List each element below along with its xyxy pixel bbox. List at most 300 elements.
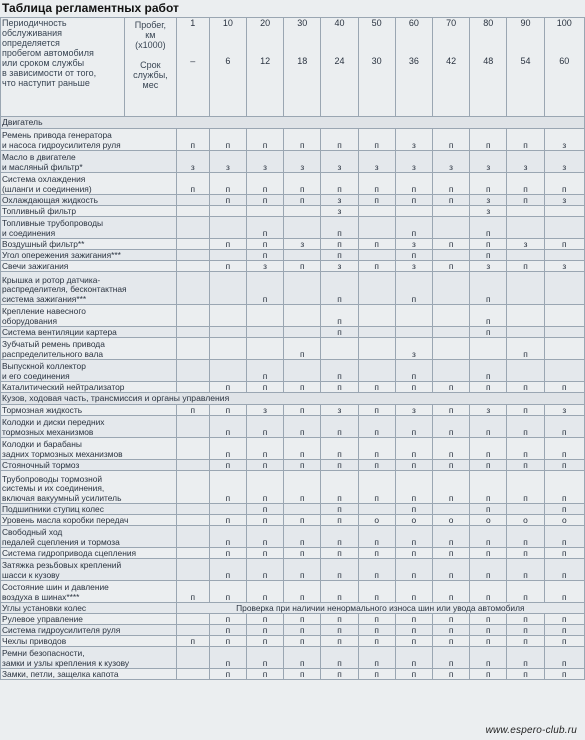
months-value: 12: [260, 56, 271, 66]
operation-cell: [432, 217, 469, 239]
interval-column-header: [507, 18, 544, 117]
operation-cell: о: [544, 515, 584, 526]
operation-cell: [176, 338, 209, 360]
task-label: [1, 669, 177, 680]
task-row: [1, 195, 585, 206]
text-line: Пробег,: [134, 20, 166, 30]
operation-cell: п: [432, 614, 469, 625]
operation-cell: з: [470, 195, 507, 206]
operation-cell: п: [358, 416, 395, 438]
operation-cell: п: [507, 636, 544, 647]
task-row: [1, 239, 585, 250]
operation-cell: з: [321, 151, 358, 173]
operation-cell: п: [321, 217, 358, 239]
operation-cell: п: [358, 405, 395, 416]
task-label: [1, 603, 177, 614]
operation-cell: п: [507, 460, 544, 471]
text-line: замки и узлы крепления к кузову: [2, 657, 130, 668]
operation-cell: п: [246, 272, 283, 305]
interval-column-header: [544, 18, 584, 117]
mileage-value: 30: [297, 18, 308, 28]
operation-cell: [246, 206, 283, 217]
operation-cell: [432, 206, 469, 217]
task-row: [1, 614, 585, 625]
site-watermark: www.espero-club.ru: [485, 725, 577, 736]
operation-cell: [176, 195, 209, 206]
operation-cell: п: [544, 173, 584, 195]
text-line: шасси к кузову: [2, 569, 60, 580]
operation-cell: п: [432, 669, 469, 680]
interval-column-header: [470, 18, 507, 117]
operation-cell: з: [470, 405, 507, 416]
operation-cell: п: [321, 416, 358, 438]
text-line: или сроком службы: [2, 58, 85, 69]
task-row: [1, 559, 585, 581]
operation-cell: [358, 338, 395, 360]
text-line: Воздушный фильтр**: [2, 238, 85, 249]
operation-cell: п: [470, 625, 507, 636]
operation-cell: п: [284, 338, 321, 360]
text-line: Периодичность: [2, 18, 67, 28]
operation-cell: п: [284, 614, 321, 625]
operation-cell: п: [470, 217, 507, 239]
operation-cell: п: [470, 382, 507, 393]
text-line: (шланги и соединения): [2, 183, 92, 194]
operation-cell: п: [209, 195, 246, 206]
operation-cell: п: [284, 405, 321, 416]
task-row: [1, 504, 585, 515]
task-row: [1, 603, 585, 614]
operation-cell: п: [395, 526, 432, 548]
task-row: [1, 338, 585, 360]
text-line: что наступит раньше: [2, 78, 90, 89]
operation-cell: з: [209, 151, 246, 173]
operation-cell: п: [470, 360, 507, 382]
text-line: Колодки и диски передних: [2, 417, 105, 428]
operation-cell: п: [507, 338, 544, 360]
operation-cell: п: [470, 460, 507, 471]
operation-cell: п: [544, 382, 584, 393]
operation-cell: з: [432, 151, 469, 173]
operation-cell: п: [246, 195, 283, 206]
operation-cell: п: [284, 460, 321, 471]
operation-cell: з: [544, 151, 584, 173]
operation-cell: п: [246, 647, 283, 669]
operation-cell: [432, 305, 469, 327]
operation-cell: [507, 250, 544, 261]
operation-cell: п: [246, 471, 283, 504]
operation-cell: п: [209, 438, 246, 460]
operation-cell: п: [284, 438, 321, 460]
operation-cell: п: [358, 647, 395, 669]
operation-cell: п: [358, 625, 395, 636]
operation-cell: [358, 206, 395, 217]
operation-cell: п: [246, 614, 283, 625]
operation-cell: п: [432, 526, 469, 548]
operation-cell: [358, 327, 395, 338]
text-line: Система гидропривода сцепления: [2, 547, 137, 558]
operation-cell: [432, 272, 469, 305]
operation-cell: [544, 206, 584, 217]
operation-cell: п: [432, 382, 469, 393]
task-row: [1, 382, 585, 393]
operation-cell: п: [395, 360, 432, 382]
operation-cell: п: [432, 261, 469, 272]
operation-cell: з: [321, 261, 358, 272]
section-heading-row: [1, 117, 585, 129]
operation-cell: п: [209, 173, 246, 195]
task-row: [1, 129, 585, 151]
text-line: Крепление навесного: [2, 306, 86, 317]
operation-cell: [544, 272, 584, 305]
text-line: Выпускной коллектор: [2, 361, 86, 372]
operation-cell: п: [544, 625, 584, 636]
operation-cell: п: [284, 625, 321, 636]
operation-cell: п: [432, 548, 469, 559]
interval-column-header: [284, 18, 321, 117]
operation-cell: з: [321, 195, 358, 206]
task-row: [1, 360, 585, 382]
text-line: Свободный ход: [2, 527, 63, 538]
operation-cell: п: [507, 581, 544, 603]
operation-cell: п: [395, 559, 432, 581]
operation-cell: п: [507, 614, 544, 625]
operation-cell: [507, 206, 544, 217]
operation-cell: п: [209, 625, 246, 636]
operation-cell: [176, 559, 209, 581]
operation-cell: п: [246, 129, 283, 151]
text-line: система зажигания***: [2, 293, 87, 304]
operation-cell: п: [321, 360, 358, 382]
text-line: Состояние шин и давление: [2, 582, 109, 593]
operation-cell: п: [544, 559, 584, 581]
task-row: [1, 460, 585, 471]
months-value: 54: [520, 56, 531, 66]
task-row: [1, 416, 585, 438]
text-line: Затяжка резьбовых креплений: [2, 560, 122, 571]
operation-cell: о: [395, 515, 432, 526]
text-line: распределителя, бесконтактная: [2, 284, 127, 295]
operation-cell: [176, 250, 209, 261]
task-label: [1, 338, 177, 360]
operation-cell: п: [358, 129, 395, 151]
operation-cell: п: [470, 581, 507, 603]
operation-cell: з: [284, 239, 321, 250]
text-line: оборудования: [2, 315, 57, 326]
operation-cell: [176, 305, 209, 327]
operation-cell: з: [470, 206, 507, 217]
task-label: [1, 151, 177, 173]
mileage-value: 50: [371, 18, 382, 28]
months-value: –: [190, 56, 196, 66]
operation-cell: п: [321, 581, 358, 603]
operation-cell: п: [246, 581, 283, 603]
operation-cell: п: [284, 515, 321, 526]
task-row: [1, 272, 585, 305]
operation-cell: [284, 272, 321, 305]
text-line: Срок: [140, 60, 161, 71]
interval-column-header: [246, 18, 283, 117]
operation-cell: п: [470, 548, 507, 559]
operation-cell: о: [507, 515, 544, 526]
operation-cell: п: [284, 636, 321, 647]
operation-cell: п: [321, 559, 358, 581]
mileage-value: 100: [556, 18, 572, 28]
operation-cell: п: [544, 471, 584, 504]
operation-cell: [176, 647, 209, 669]
operation-cell: п: [470, 471, 507, 504]
text-line: Топливные трубопроводы: [2, 218, 104, 229]
text-line: Чехлы приводов: [2, 635, 67, 646]
operation-cell: п: [321, 515, 358, 526]
operation-cell: п: [321, 460, 358, 471]
operation-cell: п: [209, 405, 246, 416]
operation-cell: п: [395, 504, 432, 515]
operation-cell: п: [358, 559, 395, 581]
operation-cell: п: [209, 559, 246, 581]
text-line: включая вакуумный усилитель: [2, 492, 122, 503]
operation-cell: п: [544, 438, 584, 460]
text-line: Система охлаждения: [2, 174, 86, 185]
task-row: [1, 548, 585, 559]
operation-cell: п: [358, 460, 395, 471]
text-line: обслуживания: [2, 28, 63, 39]
operation-cell: [176, 526, 209, 548]
text-line: педалей сцепления и тормоза: [2, 536, 120, 547]
operation-cell: п: [321, 382, 358, 393]
operation-cell: п: [395, 217, 432, 239]
operation-cell: п: [358, 526, 395, 548]
operation-cell: п: [507, 526, 544, 548]
text-line: (х1000): [135, 40, 166, 51]
task-row: [1, 206, 585, 217]
task-row: [1, 173, 585, 195]
operation-cell: [209, 272, 246, 305]
mileage-value: 70: [446, 18, 457, 28]
operation-cell: [176, 217, 209, 239]
operation-cell: п: [209, 636, 246, 647]
task-label: [1, 272, 177, 305]
span-note: Проверка при наличии ненормального износа шин или увода автомобиля: [176, 603, 584, 614]
operation-cell: п: [284, 416, 321, 438]
operation-cell: п: [176, 173, 209, 195]
interval-column-header: [176, 18, 209, 117]
operation-cell: п: [544, 669, 584, 680]
operation-cell: [176, 438, 209, 460]
table-body: [1, 18, 585, 680]
interval-column-header: [395, 18, 432, 117]
task-label: [1, 261, 177, 272]
task-label: [1, 195, 177, 206]
operation-cell: о: [358, 515, 395, 526]
task-label: [1, 504, 177, 515]
task-row: [1, 151, 585, 173]
operation-cell: п: [209, 416, 246, 438]
operation-cell: п: [470, 327, 507, 338]
operation-cell: п: [284, 526, 321, 548]
operation-cell: п: [507, 416, 544, 438]
operation-cell: [395, 327, 432, 338]
operation-cell: п: [470, 636, 507, 647]
interval-column-header: [358, 18, 395, 117]
operation-cell: п: [209, 129, 246, 151]
operation-cell: п: [432, 173, 469, 195]
task-row: [1, 581, 585, 603]
task-row: [1, 669, 585, 680]
text-line: и масляный фильтр*: [2, 161, 83, 172]
operation-cell: о: [432, 515, 469, 526]
operation-cell: [176, 625, 209, 636]
operation-cell: п: [358, 636, 395, 647]
text-line: Уровень масла коробки передач: [2, 514, 129, 525]
operation-cell: п: [507, 261, 544, 272]
operation-cell: [432, 250, 469, 261]
operation-cell: п: [284, 669, 321, 680]
operation-cell: п: [544, 581, 584, 603]
task-label: [1, 471, 177, 504]
operation-cell: п: [176, 636, 209, 647]
operation-cell: п: [284, 382, 321, 393]
operation-cell: з: [358, 151, 395, 173]
operation-cell: [176, 327, 209, 338]
operation-cell: [284, 206, 321, 217]
operation-cell: з: [507, 239, 544, 250]
text-line: тормозных механизмов: [2, 426, 94, 437]
operation-cell: [544, 327, 584, 338]
task-label: [1, 250, 177, 261]
mileage-value: 40: [334, 18, 345, 28]
operation-cell: п: [246, 239, 283, 250]
operation-cell: з: [544, 405, 584, 416]
text-line: Ремни безопасности,: [2, 648, 85, 659]
operation-cell: [209, 206, 246, 217]
operation-cell: п: [544, 526, 584, 548]
operation-cell: п: [246, 460, 283, 471]
operation-cell: п: [432, 460, 469, 471]
task-label: [1, 239, 177, 250]
operation-cell: [176, 504, 209, 515]
task-label: [1, 129, 177, 151]
operation-cell: п: [246, 636, 283, 647]
text-line: задних тормозных механизмов: [2, 448, 123, 459]
operation-cell: з: [284, 151, 321, 173]
operation-cell: п: [358, 239, 395, 250]
operation-cell: п: [246, 438, 283, 460]
operation-cell: [432, 327, 469, 338]
task-label: [1, 360, 177, 382]
task-label: [1, 173, 177, 195]
operation-cell: п: [321, 438, 358, 460]
task-row: [1, 305, 585, 327]
task-label: [1, 416, 177, 438]
operation-cell: п: [321, 504, 358, 515]
months-value: 18: [297, 56, 308, 66]
operation-cell: п: [470, 416, 507, 438]
operation-cell: п: [395, 625, 432, 636]
operation-cell: п: [321, 669, 358, 680]
operation-cell: з: [395, 338, 432, 360]
operation-cell: з: [544, 195, 584, 206]
operation-cell: п: [432, 438, 469, 460]
operation-cell: п: [284, 647, 321, 669]
operation-cell: п: [395, 548, 432, 559]
operation-cell: п: [395, 382, 432, 393]
text-line: км: [145, 30, 156, 41]
operation-cell: [395, 206, 432, 217]
mileage-value: 60: [408, 18, 419, 28]
operation-cell: [507, 217, 544, 239]
operation-cell: п: [209, 471, 246, 504]
operation-cell: п: [358, 614, 395, 625]
text-line: Подшипники ступиц колес: [2, 503, 104, 514]
operation-cell: п: [470, 438, 507, 460]
operation-cell: п: [209, 614, 246, 625]
months-value: 42: [446, 56, 457, 66]
text-line: Рулевое управление: [2, 613, 83, 624]
text-line: определяется: [2, 38, 60, 49]
operation-cell: п: [209, 669, 246, 680]
mileage-value: 1: [190, 18, 196, 28]
task-label: [1, 460, 177, 471]
operation-cell: п: [246, 625, 283, 636]
operation-cell: п: [544, 416, 584, 438]
task-label: [1, 217, 177, 239]
operation-cell: п: [432, 416, 469, 438]
operation-cell: п: [321, 614, 358, 625]
operation-cell: п: [321, 327, 358, 338]
operation-cell: [176, 548, 209, 559]
operation-cell: п: [246, 173, 283, 195]
operation-cell: п: [470, 239, 507, 250]
operation-cell: п: [507, 382, 544, 393]
operation-cell: [209, 338, 246, 360]
operation-cell: [209, 360, 246, 382]
task-row: [1, 471, 585, 504]
section-title: Кузов, ходовая часть, трансмиссия и органы управления: [1, 393, 585, 405]
operation-cell: п: [358, 195, 395, 206]
operation-cell: п: [470, 669, 507, 680]
operation-cell: п: [321, 636, 358, 647]
operation-cell: п: [246, 548, 283, 559]
text-line: и насоса гидроусилителя руля: [2, 139, 121, 150]
text-line: Система вентиляции картера: [2, 326, 117, 337]
operation-cell: п: [246, 559, 283, 581]
operation-cell: [358, 272, 395, 305]
operation-cell: [176, 460, 209, 471]
operation-cell: п: [176, 129, 209, 151]
operation-cell: з: [395, 405, 432, 416]
task-row: [1, 647, 585, 669]
months-value: 36: [408, 56, 419, 66]
task-row: [1, 217, 585, 239]
task-label: [1, 559, 177, 581]
operation-cell: п: [321, 250, 358, 261]
interval-column-header: [321, 18, 358, 117]
operation-cell: п: [176, 405, 209, 416]
operation-cell: з: [246, 151, 283, 173]
operation-cell: п: [507, 559, 544, 581]
operation-cell: п: [246, 217, 283, 239]
text-line: Трубопроводы тормозной: [2, 473, 103, 484]
text-line: Стояночный тормоз: [2, 459, 80, 470]
mileage-value: 90: [520, 18, 531, 28]
operation-cell: п: [544, 460, 584, 471]
interval-column-header: [209, 18, 246, 117]
operation-cell: п: [209, 647, 246, 669]
operation-cell: з: [321, 405, 358, 416]
operation-cell: [284, 217, 321, 239]
operation-cell: [176, 272, 209, 305]
